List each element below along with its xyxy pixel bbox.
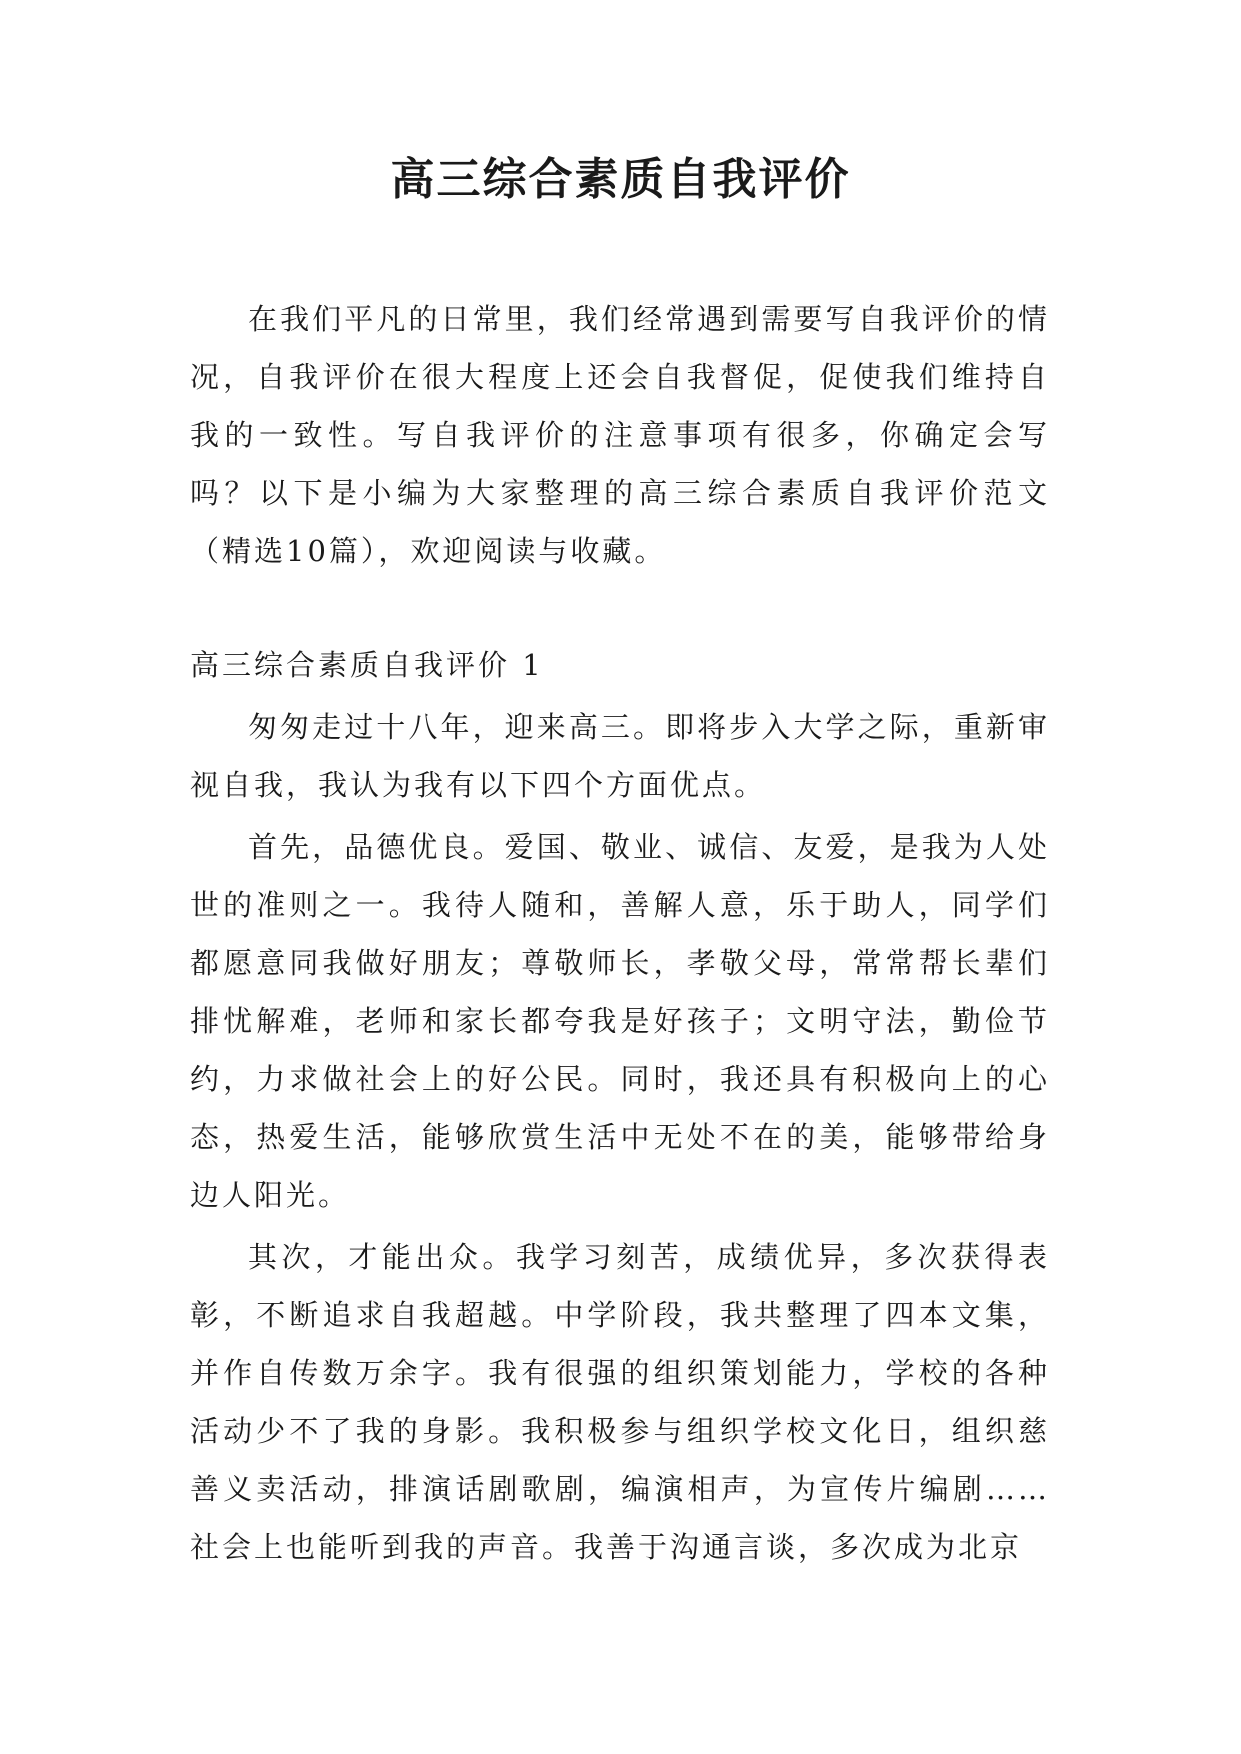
intro-paragraph: 在我们平凡的日常里，我们经常遇到需要写自我评价的情况，自我评价在很大程度上还会自我督促，促使我们维持自我的一致性。写自我评价的注意事项有很多，你确定会写吗？以下是小编为大家整理的高三综合素质自我评价范文（精选10篇），欢迎阅读与收藏。: [190, 302, 1050, 568]
body-paragraph: 首先，品德优良。爱国、敬业、诚信、友爱，是我为人处世的准则之一。我待人随和，善解人意，乐于助人，同学们都愿意同我做好朋友；尊敬师长，孝敬父母，常常帮长辈们排忧解难，老师和家长都夸我是好孩子；文明守法，勤俭节约，力求做社会上的好公民。同时，我还具有积极向上的心态，热爱生活，能够欣赏生活中无处不在的美，能够带给身边人阳光。: [190, 830, 1050, 1212]
document-body: [190, 290, 1050, 1576]
body-paragraph: 匆匆走过十八年，迎来高三。即将步入大学之际，重新审视自我，我认为我有以下四个方面优点。: [190, 710, 1050, 802]
document-title: 高三综合素质自我评价: [390, 154, 851, 205]
section-heading: 高三综合素质自我评价 1: [190, 648, 544, 682]
body-paragraph: 其次，才能出众。我学习刻苦，成绩优异，多次获得表彰，不断追求自我超越。中学阶段，我共整理了四本文集，并作自传数万余字。我有很强的组织策划能力，学校的各种活动少不了我的身影。我积极参与组织学校文化日，组织慈善义卖活动，排演话剧歌剧，编演相声，为宣传片编剧……社会上也能听到我的声音。我善于沟通言谈，多次成为北京: [190, 1240, 1050, 1564]
